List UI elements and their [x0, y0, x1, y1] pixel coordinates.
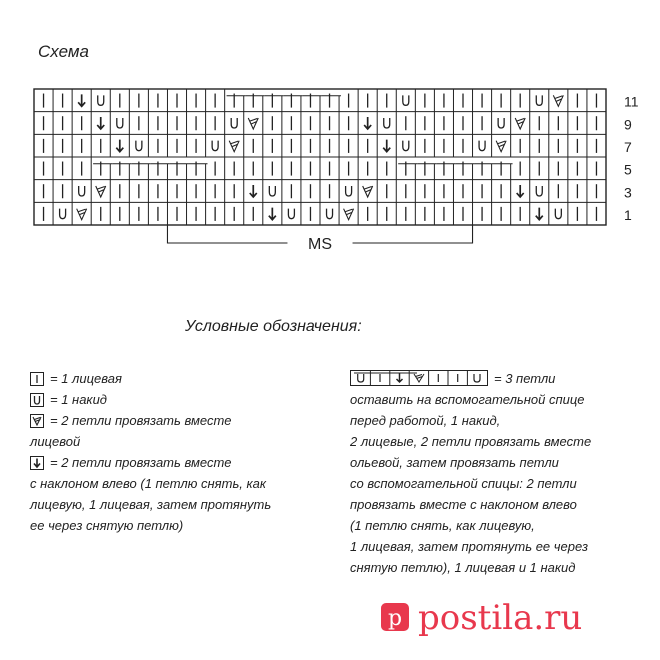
- legend-right: [350, 368, 650, 578]
- yarn-over-stitch: [498, 118, 504, 128]
- legend-k2tog: [30, 410, 330, 431]
- legend-cable-cont-4: ольевой, затем провязать петли: [350, 455, 559, 470]
- k2tog-symbol-icon: [30, 414, 44, 428]
- k2tog-stitch: [344, 209, 354, 220]
- yarn-over-symbol-icon: [30, 393, 44, 407]
- k2tog-stitch: [515, 118, 525, 129]
- legend-title: Условные обозначения:: [185, 318, 362, 335]
- k2tog-stitch: [496, 141, 506, 152]
- yarn-over-stitch: [212, 141, 218, 151]
- knitting-chart: [0, 0, 660, 270]
- row-number-label: 7: [624, 139, 632, 156]
- k2tog-stitch: [77, 209, 87, 220]
- ssk-stitch: [364, 117, 371, 129]
- ssk-stitch: [116, 140, 123, 152]
- ssk-symbol-icon: [30, 456, 44, 470]
- legend-cable-cont-7: (1 петлю снять, как лицевую,: [350, 518, 535, 533]
- k2tog-stitch: [96, 186, 106, 197]
- yarn-over-stitch: [346, 186, 352, 196]
- cable-symbol-icon: [350, 370, 488, 386]
- k2tog-stitch: [248, 118, 258, 129]
- ssk-stitch: [78, 94, 85, 106]
- legend-yarn-over-text: = 1 накид: [50, 392, 107, 407]
- watermark-text: postila.ru: [418, 598, 583, 638]
- yarn-over-stitch: [536, 95, 542, 105]
- chart-title: Схема: [38, 42, 89, 61]
- legend-cable-text: = 3 петли: [494, 371, 556, 386]
- legend-cable-cont-6: провязать вместе с наклоном влево: [350, 497, 577, 512]
- k2tog-stitch: [229, 141, 239, 152]
- legend-ssk-text: = 2 петли провязать вместе: [50, 455, 232, 470]
- ssk-stitch: [97, 117, 104, 129]
- yarn-over-stitch: [479, 141, 485, 151]
- yarn-over-stitch: [536, 186, 542, 196]
- legend-cable-cont-8: 1 лицевая, затем протянуть ее через: [350, 539, 589, 554]
- repeat-label: MS: [308, 236, 332, 253]
- yarn-over-stitch: [327, 209, 333, 219]
- yarn-over-stitch: [60, 209, 66, 219]
- ssk-stitch: [383, 140, 390, 152]
- legend-left: [30, 368, 330, 536]
- yarn-over-stitch: [231, 118, 237, 128]
- legend-ssk-cont-3: ее через снятую петлю): [30, 518, 184, 533]
- legend-cable-cont-3: 2 лицевые, 2 петли провязать вместе: [350, 434, 592, 449]
- k2tog-stitch: [553, 95, 563, 106]
- row-number-label: 9: [624, 116, 632, 133]
- yarn-over-stitch: [117, 118, 123, 128]
- yarn-over-stitch: [555, 209, 561, 219]
- watermark-logo-icon: [378, 600, 412, 634]
- legend-cable-cont-9: снятую петлю), 1 лицевая и 1 накид: [350, 560, 576, 575]
- legend-ssk-cont-1: с наклоном влево (1 петлю снять, как: [30, 476, 267, 491]
- legend-cable: [350, 368, 650, 389]
- row-number-label: 5: [624, 161, 632, 178]
- k2tog-stitch: [363, 186, 373, 197]
- row-number-label: 11: [624, 93, 639, 110]
- legend-ssk-cont-2: лицевую, 1 лицевая, затем протянуть: [30, 497, 272, 512]
- ssk-stitch: [517, 185, 524, 197]
- knit-symbol-icon: [30, 372, 44, 386]
- yarn-over-stitch: [384, 118, 390, 128]
- yarn-over-stitch: [403, 95, 409, 105]
- legend-yarn-over: [30, 389, 330, 410]
- ssk-stitch: [250, 185, 257, 197]
- legend-knit: [30, 368, 330, 389]
- yarn-over-stitch: [288, 209, 294, 219]
- legend-cable-cont-1: оставить на вспомогательной спице: [350, 392, 585, 407]
- legend-knit-text: = 1 лицевая: [50, 371, 122, 386]
- yarn-over-stitch: [98, 95, 104, 105]
- legend-cable-cont-2: перед работой, 1 накид,: [350, 413, 501, 428]
- yarn-over-stitch: [79, 186, 85, 196]
- row-number-label: 3: [624, 184, 632, 201]
- svg-text:p: p: [387, 606, 403, 631]
- yarn-over-stitch: [269, 186, 275, 196]
- yarn-over-stitch: [136, 141, 142, 151]
- ssk-stitch: [536, 208, 543, 220]
- legend-k2tog-text: = 2 петли провязать вместе: [50, 413, 232, 428]
- legend-k2tog-cont: лицевой: [30, 434, 81, 449]
- ssk-stitch: [269, 208, 276, 220]
- row-number-label: 1: [624, 207, 632, 224]
- legend-ssk: [30, 452, 330, 473]
- yarn-over-stitch: [403, 141, 409, 151]
- legend-cable-cont-5: со вспомогательной спицы: 2 петли: [350, 476, 577, 491]
